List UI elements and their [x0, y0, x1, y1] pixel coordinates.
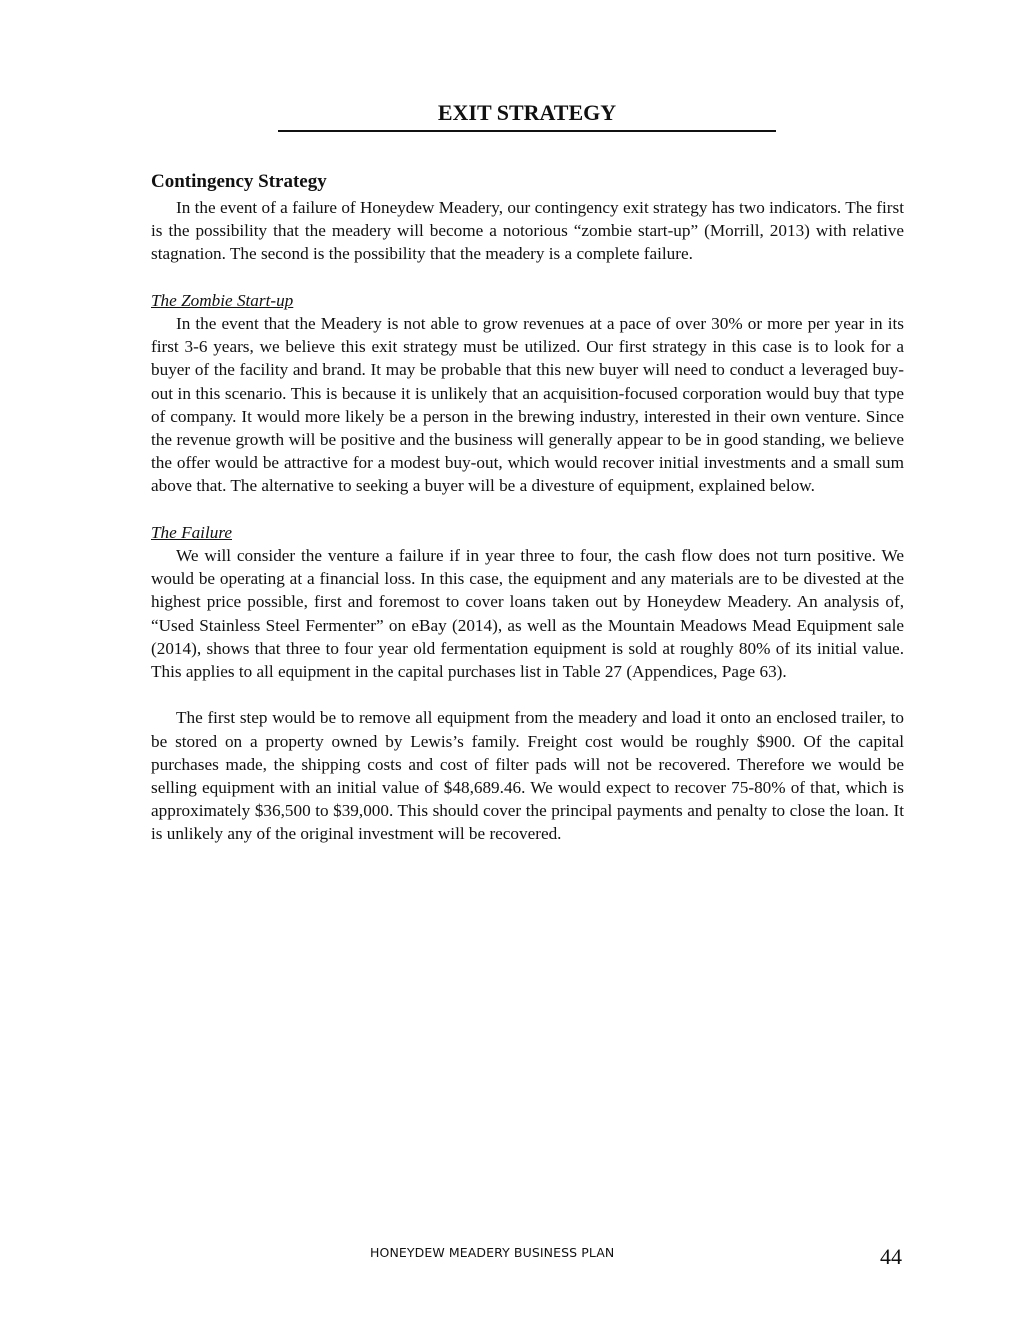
page-title: EXIT STRATEGY: [278, 96, 776, 132]
footer-document-title: HONEYDEW MEADERY BUSINESS PLAN: [370, 1245, 615, 1260]
paragraph-spacer: [151, 498, 904, 521]
page-number: 44: [880, 1244, 902, 1269]
failure-paragraph-2: The first step would be to remove all equipment from the meadery and load it onto an enclosed trailer, to be stored on a property owned by Lewis’s family. Freight cost would be roughly $900. Of the capital purchases made, the shipping costs and cost of filter pads will not be recovered. Therefore we would be selling equipment with an initial value of $48,689.46. We would expect to recover 75-80% of that, which is approximately $36,500 to $39,000. This should cover the principal payments and penalty to close the loan. It is unlikely any of the original investment will be recovered.: [151, 708, 904, 844]
zombie-start-up-paragraph: In the event that the Meadery is not able to grow revenues at a pace of over 30% or more per year in its first 3-6 years, we believe this exit strategy must be utilized. Our first strategy in this case is to look for a buyer of the facility and brand. It may be probable that this new buyer will need to conduct a leveraged buy-out in this scenario. This is because it is unlikely that an acquisition-focused corporation would buy that type of company. It would more likely be a person in the brewing industry, interested in their own venture. Since the revenue growth will be positive and the business will generally appear to be in good standing, we believe the offer would be attractive for a modest buy-out, which would recover initial investments and a small sum above that. The alternative to seeking a buyer will be a divesture of equipment, explained below.: [151, 314, 904, 496]
section-heading-contingency-strategy: Contingency Strategy: [151, 171, 327, 192]
failure-paragraph-1: We will consider the venture a failure if in year three to four, the cash flow does not turn positive. We would be operating at a financial loss. In this case, the equipment and any materials are to be divested at the highest price possible, first and foremost to cover loans taken out by Honeydew Meadery. An analysis of, “Used Stainless Steel Fermenter” on eBay (2014), as well as the Mountain Meadows Mead Equipment sale (2014), shows that three to four year old fermentation equipment is sold at roughly 80% of its initial value. This applies to all equipment in the capital purchases list in Table 27 (Appendices, Page 63).: [151, 546, 904, 682]
paragraph-spacer: [151, 683, 904, 706]
intro-paragraph: In the event of a failure of Honeydew Meadery, our contingency exit strategy has two indicators. The first is the possibility that the meadery will become a notorious “zombie start-up” (Morrill, 2013) with relative stagnation. The second is the possibility that the meadery is a complete failure.: [151, 198, 904, 264]
subheading-zombie-start-up: The Zombie Start-up: [151, 290, 294, 310]
paragraph-spacer: [151, 266, 904, 289]
document-body: [151, 168, 904, 846]
subheading-the-failure: The Failure: [151, 522, 232, 542]
